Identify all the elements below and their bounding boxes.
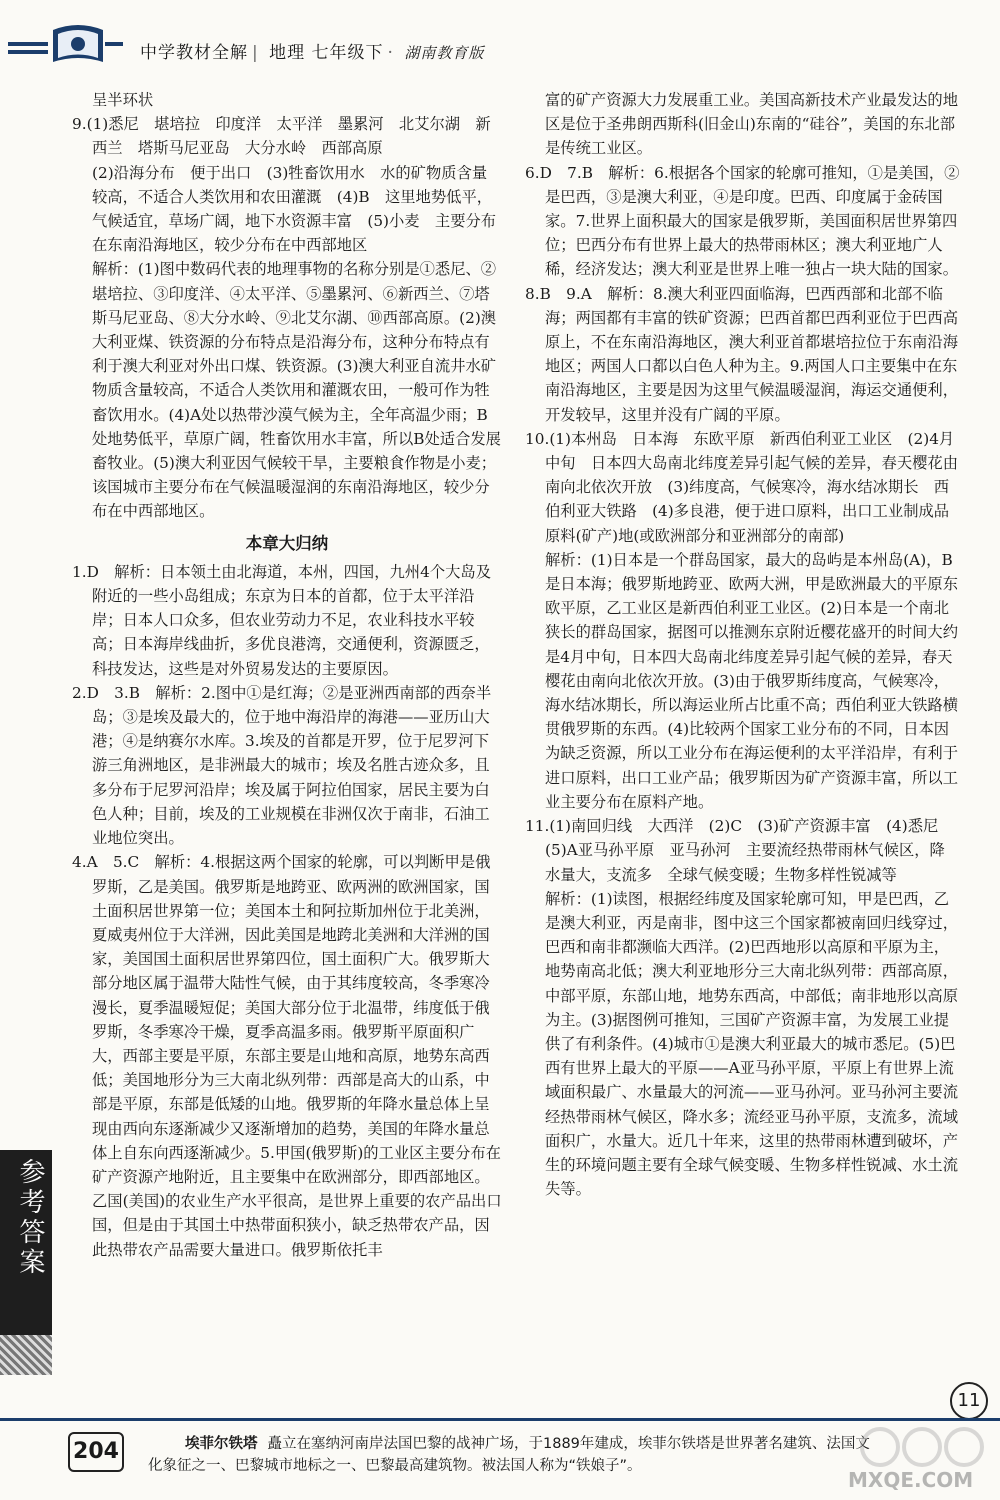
footer-text-line1: 矗立在塞纳河南岸法国巴黎的战神广场，于1889年建成，埃菲尔铁塔是世界著名建筑、法国文 xyxy=(267,1436,870,1452)
answer-q11: 11.(1)南回归线 大西洋 (2)C (3)矿产资源丰富 (4)悉尼 (5)A亚马孙平原 亚马孙河 主要流经热带雨林气候区，降水量大，支流多 全球气候变暖；生物多样性锐减等 xyxy=(525,817,954,884)
answer-continued-text: 富的矿产资源大力发展重工业。美国高新技术产业最发达的地区是位于圣弗朗西斯科(旧金山)东南的“硅谷”，美国的东北部是传统工业区。 xyxy=(545,91,959,158)
answer-q1: 1.D 解析：日本领土由北海道，本州，四国，九州4个大岛及附近的一些小岛组成；东京为日本的首都，位于太平洋沿岸；日本人口众多，但农业劳动力不足，农业科技水平较高；日本海岸线曲折，多优良港湾，交通便利，资源匮乏，科技发达，这些是对外贸易发达的主要原因。 xyxy=(72,562,492,678)
footer-topic: 埃菲尔铁塔 xyxy=(185,1436,258,1452)
footer-note xyxy=(130,1433,950,1477)
answer-text: 呈半环状 xyxy=(92,91,154,109)
book-logo-icon xyxy=(8,20,123,72)
answer-q6-q7: 6.D 7.B 解析：6.根据各个国家的轮廓可推知，①是美国，②是巴西，③是澳大利亚，④是印度。巴西、印度属于金砖国家。7.世界上面积最大的国家是俄罗斯，美国面积居世界第四位；巴西分布有世界上最大的热带雨林区；澳大利亚地广人稀，经济发达；澳大利亚是世界上唯一独占一块大陆的国家。 xyxy=(525,163,960,279)
answer-q11-explanation: 解析：(1)读图，根据经纬度及国家轮廓可知，甲是巴西，乙是澳大利亚，丙是南非，图中这三个国家都被南回归线穿过，巴西和南非都濒临大西洋。(2)巴西地形以高原和平原为主，地势南高北低；澳大利亚地形分三大南北纵列带：西部高原，中部平原，东部山地，地势东西高，中部低；南非地形以高原为主。(3)据图例可推知，三国矿产资源丰富，为发展工业提供了有利条件。(4)城市①是澳大利亚最大的城市悉尼。(5)巴西有世界上最大的平原——A亚马孙平原，平原上有世界上流域面积最广、水量最大的河流——亚马孙河。亚马孙河主要流经热带雨林气候区，降水多；流经亚马孙平原，支流多，流域面积广，水量大。近几十年来，这里的热带雨林遭到破坏，产生的环境问题主要有全球气候变暖、生物多样性锐减、水土流失等。 xyxy=(545,889,959,1199)
right-column xyxy=(525,88,965,1201)
answer-q4-q5: 4.A 5.C 解析：4.根据这两个国家的轮廓，可以判断甲是俄罗斯，乙是美国。俄罗斯是地跨亚、欧两洲的欧洲国家，国土面积居世界第一位；美国本土和阿拉斯加州位于北美洲，夏威夷州位于大洋洲，因此美国是地跨北美洲和大洋洲的国家，美国国土面积居世界第四位，国土面积广大。俄罗斯大部分地区属于温带大陆性气候，由于其纬度较高，冬季寒冷漫长，夏季温暖短促；美国大部分位于北温带，纬度低于俄罗斯，冬季寒冷干燥，夏季高温多雨。俄罗斯平原面积广大，西部主要是平原，东部主要是山地和高原，地势东高西低；美国地形分为三大南北纵列带：西部是高大的山系，中部是平原，东部是低矮的山地。俄罗斯的年降水量总体上呈现由西向东逐渐减少又逐渐增加的趋势，美国的年降水量总体上自东向西逐渐减少。5.甲国(俄罗斯)的工业区主要分布在矿产资源产地附近，且主要集中在欧洲部分，即西部地区。乙国(美国)的农业生产水平很高，是世界上重要的农产品出口国，但是由于其国土中热带面积狭小，缺乏热带农产品，因此热带农产品需要大量进口。俄罗斯依托丰 xyxy=(72,853,502,1259)
section-page-number: 11 xyxy=(950,1382,988,1420)
section-heading: 本章大归纳 xyxy=(245,533,329,553)
left-column xyxy=(72,88,502,1262)
answer-q2-q3: 2.D 3.B 解析：2.图中①是红海；②是亚洲西南部的西奈半岛；③是埃及最大的，位于地中海沿岸的海港——亚历山大港；④是纳赛尔水库。3.埃及的首都是开罗，位于尼罗河下游三角洲地区，是非洲最大的城市；埃及名胜古迹众多，且多分布于尼罗河沿岸；埃及属于阿拉伯国家，居民主要为白色人种；目前，埃及的工业规模在非洲仅次于南非，石油工业地位突出。 xyxy=(72,683,492,848)
side-tab xyxy=(0,1150,52,1335)
watermark-text: MXQE.COM xyxy=(848,1468,974,1492)
answer-q9-part2: (2)沿海分布 便于出口 (3)牲畜饮用水 水的矿物质含量较高，不适合人类饮用和农田灌溉 (4)B 这里地势低平，气候适宜，草场广阔，地下水资源丰富 (5)小麦 主要分布在东南沿海地区，较少分布在中西部地区 xyxy=(92,163,497,255)
answer-q10-explanation: 解析：(1)日本是一个群岛国家，最大的岛屿是本州岛(A)，B是日本海；俄罗斯地跨亚、欧两大洲，甲是欧洲最大的平原东欧平原，乙工业区是新西伯利亚工业区。(2)日本是一个南北狭长的群岛国家，据图可以推测东京附近樱花盛开的时间大约是4月中旬，日本四大岛南北纬度差异引起气候的差异，春天樱花由南向北依次开放。(3)由于俄罗斯纬度高，气候寒冷，海水结冰期长，所以海运业所占比重不高；西伯利亚大铁路横贯俄罗斯的东西。(4)比较两个国家工业分布的不同，日本因为缺乏资源，所以工业分布在海运便利的太平洋沿岸，有利于进口原料，出口工业产品；俄罗斯因为矿产资源丰富，所以工业主要分布在原料产地。 xyxy=(545,550,959,811)
side-pattern xyxy=(0,1335,52,1375)
page-number: 204 xyxy=(68,1432,124,1472)
footer-text-line2: 化象征之一、巴黎城市地标之一、巴黎最高建筑物。被法国人称为“铁娘子”。 xyxy=(148,1458,642,1474)
brand-name: 中学教材全解 xyxy=(140,43,248,63)
answer-q10: 10.(1)本州岛 日本海 东欧平原 新西伯利亚工业区 (2)4月中旬 日本四大岛南北纬度差异引起气候的差异，春天樱花由南向北依次开放 (3)纬度高，气候寒冷，海水结冰期长 西伯利亚大铁路 (4)多良港，便于进口原料，出口工业制成品 原料(矿产)地(或欧洲部分和亚洲部分的南部) xyxy=(525,429,965,545)
page-header xyxy=(0,0,1000,85)
footer-divider xyxy=(0,1418,1000,1421)
grade-name: 七年级下 xyxy=(311,43,384,63)
answer-q8-q9: 8.B 9.A 解析：8.澳大利亚四面临海，巴西西部和北部不临海；两国都有丰富的铁矿资源；巴西首都巴西利亚位于巴西高原上，不在东南沿海地区，澳大利亚首都堪培拉位于东南沿海地区；两国人口都以白色人种为主。9.两国人口主要集中在东南沿海地区，主要是因为这里气候温暖湿润，海运交通便利，开发较早，这里并没有广阔的平原。 xyxy=(525,284,959,424)
side-tab-label: 参考答案 xyxy=(15,1158,45,1278)
header-title: 中学教材全解 | 地理 七年级下 · 湖南教育版 xyxy=(140,43,485,63)
answer-q9-explanation: 解析：(1)图中数码代表的地理事物的名称分别是①悉尼、②堪培拉、③印度洋、④太平洋、⑤墨累河、⑥新西兰、⑦塔斯马尼亚岛、⑧大分水岭、⑨北艾尔湖、⑩西部高原。(2)澳大利亚煤、铁资源的分布特点是沿海分布，这种分布特点有利于澳大利亚对外出口煤、铁资源。(3)澳大利亚自流井水矿物质含量较高，不适合人类饮用和灌溉农田，一般可作为牲畜饮用水。(4)A处以热带沙漠气候为主，全年高温少雨；B处地势低平，草原广阔，牲畜饮用水丰富，所以B处适合发展畜牧业。(5)澳大利亚因气候较干旱，主要粮食作物是小麦；该国城市主要分布在气候温暖湿润的东南沿海地区，较少分布在中西部地区。 xyxy=(92,260,501,521)
publisher-name: 湖南教育版 xyxy=(404,44,485,62)
answer-q9-part1: 9.(1)悉尼 堪培拉 印度洋 太平洋 墨累河 北艾尔湖 新西兰 塔斯马尼亚岛 大分水岭 西部高原 xyxy=(72,115,491,158)
subject-name: 地理 xyxy=(269,43,306,63)
